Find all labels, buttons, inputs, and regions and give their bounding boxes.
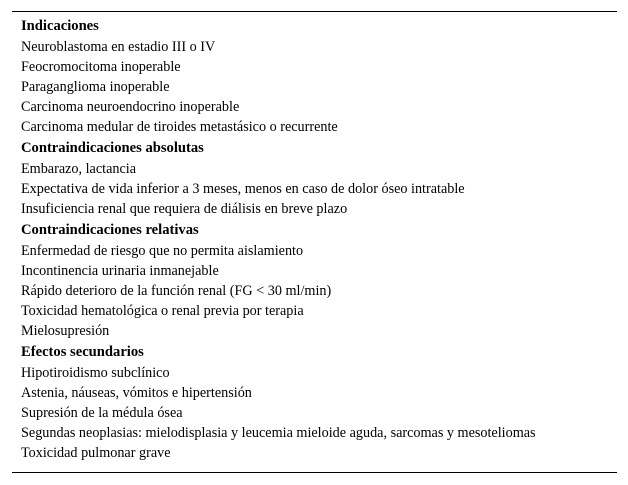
section-heading-efectos-secundarios: Efectos secundarios (21, 344, 144, 360)
table-row: Carcinoma medular de tiroides metastásico o recurrente (21, 119, 338, 135)
clinical-table (12, 11, 617, 473)
table-row: Toxicidad hematológica o renal previa por terapia (21, 303, 304, 319)
table-row: Hipotiroidismo subclínico (21, 365, 170, 381)
table-row: Incontinencia urinaria inmanejable (21, 263, 219, 279)
table-row: Rápido deterioro de la función renal (FG < 30 ml/min) (21, 283, 332, 299)
table-row: Embarazo, lactancia (21, 161, 137, 177)
table-row: Supresión de la médula ósea (21, 405, 183, 421)
table-row: Toxicidad pulmonar grave (21, 445, 171, 461)
table-row: Paraganglioma inoperable (21, 79, 170, 95)
table-row: Carcinoma neuroendocrino inoperable (21, 99, 240, 115)
table-row: Neuroblastoma en estadio III o IV (21, 39, 216, 55)
table-row: Feocromocitoma inoperable (21, 59, 181, 75)
table-row: Mielosupresión (21, 323, 110, 339)
table-row: Insuficiencia renal que requiera de diálisis en breve plazo (21, 201, 348, 217)
table-row: Astenia, náuseas, vómitos e hipertensión (21, 385, 252, 401)
section-heading-contraindicaciones-relativas: Contraindicaciones relativas (21, 222, 199, 238)
table-row: Enfermedad de riesgo que no permita aislamiento (21, 243, 304, 259)
section-heading-indicaciones: Indicaciones (21, 18, 99, 34)
table-row: Expectativa de vida inferior a 3 meses, menos en caso de dolor óseo intratable (21, 181, 465, 197)
section-heading-contraindicaciones-absolutas: Contraindicaciones absolutas (21, 140, 204, 156)
table-row: Segundas neoplasias: mielodisplasia y leucemia mieloide aguda, sarcomas y mesoteliomas (21, 425, 536, 441)
table-body (21, 15, 617, 463)
